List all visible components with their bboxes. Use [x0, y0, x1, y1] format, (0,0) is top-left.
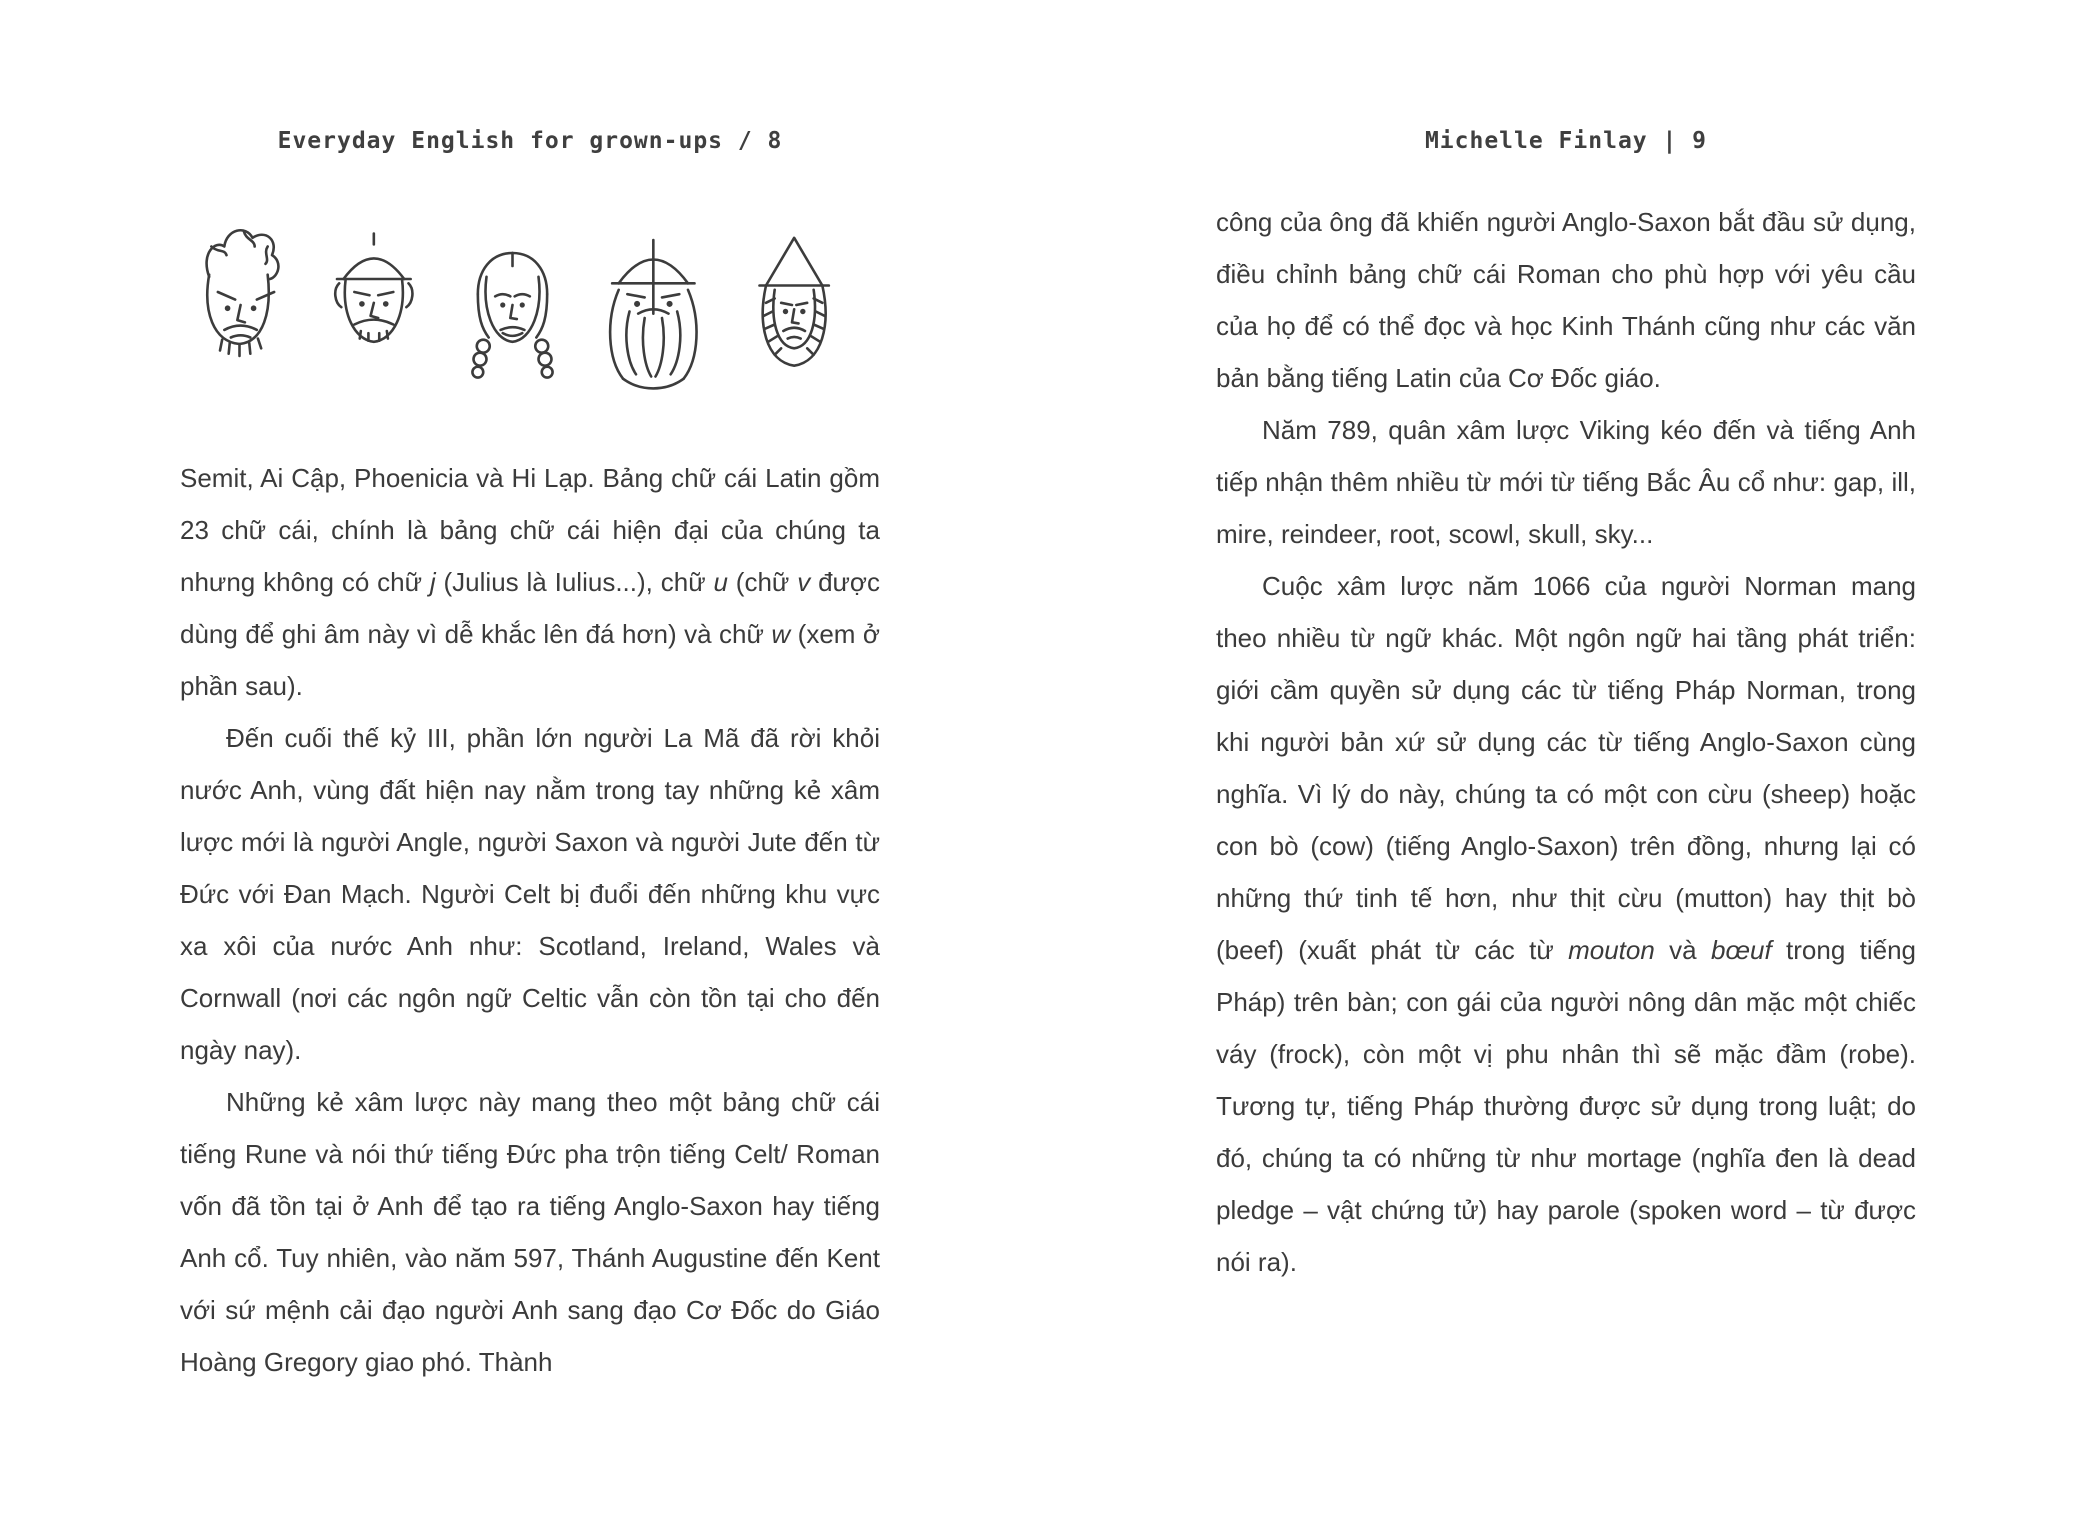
faces-illustration-svg [168, 205, 883, 405]
face-sketch-viking-beard [610, 240, 696, 388]
right-page-text [1216, 196, 1916, 1288]
right-page-running-head: Michelle Finlay | 9 [1424, 128, 1708, 154]
paragraph: Năm 789, quân xâm lược Viking kéo đến và tiếng Anh tiếp nhận thêm nhiều từ mới từ tiếng Bắc Âu cổ như: gap, ill, mire, reindeer, root, scowl, skull, sky... [1216, 415, 1916, 549]
left-page-text [180, 452, 880, 1388]
face-sketch-norman-coif [760, 238, 829, 366]
left-page-running-head: Everyday English for grown-ups / 8 [277, 128, 783, 154]
paragraph: công của ông đã khiến người Anglo-Saxon bắt đầu sử dụng, điều chỉnh bảng chữ cái Roman cho phù hợp với yêu cầu của họ để có thể đọc và học Kinh Thánh cũng như các văn bản bằng tiếng Latin của Cơ Đốc giáo. [1216, 207, 1916, 393]
paragraph: Những kẻ xâm lược này mang theo một bảng chữ cái tiếng Rune và nói thứ tiếng Đức pha trộn tiếng Celt/ Roman vốn đã tồn tại ở Anh để tạo ra tiếng Anglo-Saxon hay tiếng Anh cổ. Tuy nhiên, vào năm 597, Thánh Augustine đến Kent với sứ mệnh cải đạo người Anh sang đạo Cơ Đốc do Giáo Hoàng Gregory giao phó. Thành [180, 1087, 880, 1377]
faces-illustration [168, 205, 883, 405]
paragraph: Cuộc xâm lược năm 1066 của người Norman mang theo nhiều từ ngữ khác. Một ngôn ngữ hai tầng phát triển: giới cầm quyền sử dụng các từ tiếng Pháp Norman, trong khi người bản xứ sử dụng các từ tiếng Anglo-Saxon cùng nghĩa. Vì lý do này, chúng ta có một con cừu (sheep) hoặc con bò (cow) (tiếng Anglo-Saxon) trên đồng, nhưng lại có những thứ tinh tế hơn, như thịt cừu (mutton) hay thịt bò (beef) (xuất phát từ các từ mouton và bœuf trong tiếng Pháp) trên bàn; con gái của người nông dân mặc một chiếc váy (frock), còn một vị phu nhân thì sẽ mặc đầm (robe). Tương tự, tiếng Pháp thường được sử dụng trong luật; do đó, chúng ta có những từ như mortage (nghĩa đen là dead pledge – vật chứng tử) hay parole (spoken word – từ được nói ra). [1216, 571, 1916, 1277]
paragraph: Đến cuối thế kỷ III, phần lớn người La Mã đã rời khỏi nước Anh, vùng đất hiện nay nằm trong tay những kẻ xâm lược mới là người Angle, người Saxon và người Jute đến từ Đức với Đan Mạch. Người Celt bị đuổi đến những khu vực xa xôi của nước Anh như: Scotland, Ireland, Wales và Cornwall (nơi các ngôn ngữ Celtic vẫn còn tồn tại cho đến ngày nay). [180, 723, 880, 1065]
paragraph: Semit, Ai Cập, Phoenicia và Hi Lạp. Bảng chữ cái Latin gồm 23 chữ cái, chính là bảng chữ cái hiện đại của chúng ta nhưng không có chữ j (Julius là Iulius...), chữ u (chữ v được dùng để ghi âm này vì dễ khắc lên đá hơn) và chữ w (xem ở phần sau). [180, 463, 880, 701]
face-sketch-saxon-soldier [335, 234, 412, 342]
face-sketch-woman-braids [472, 253, 552, 378]
face-sketch-roman [207, 230, 279, 356]
